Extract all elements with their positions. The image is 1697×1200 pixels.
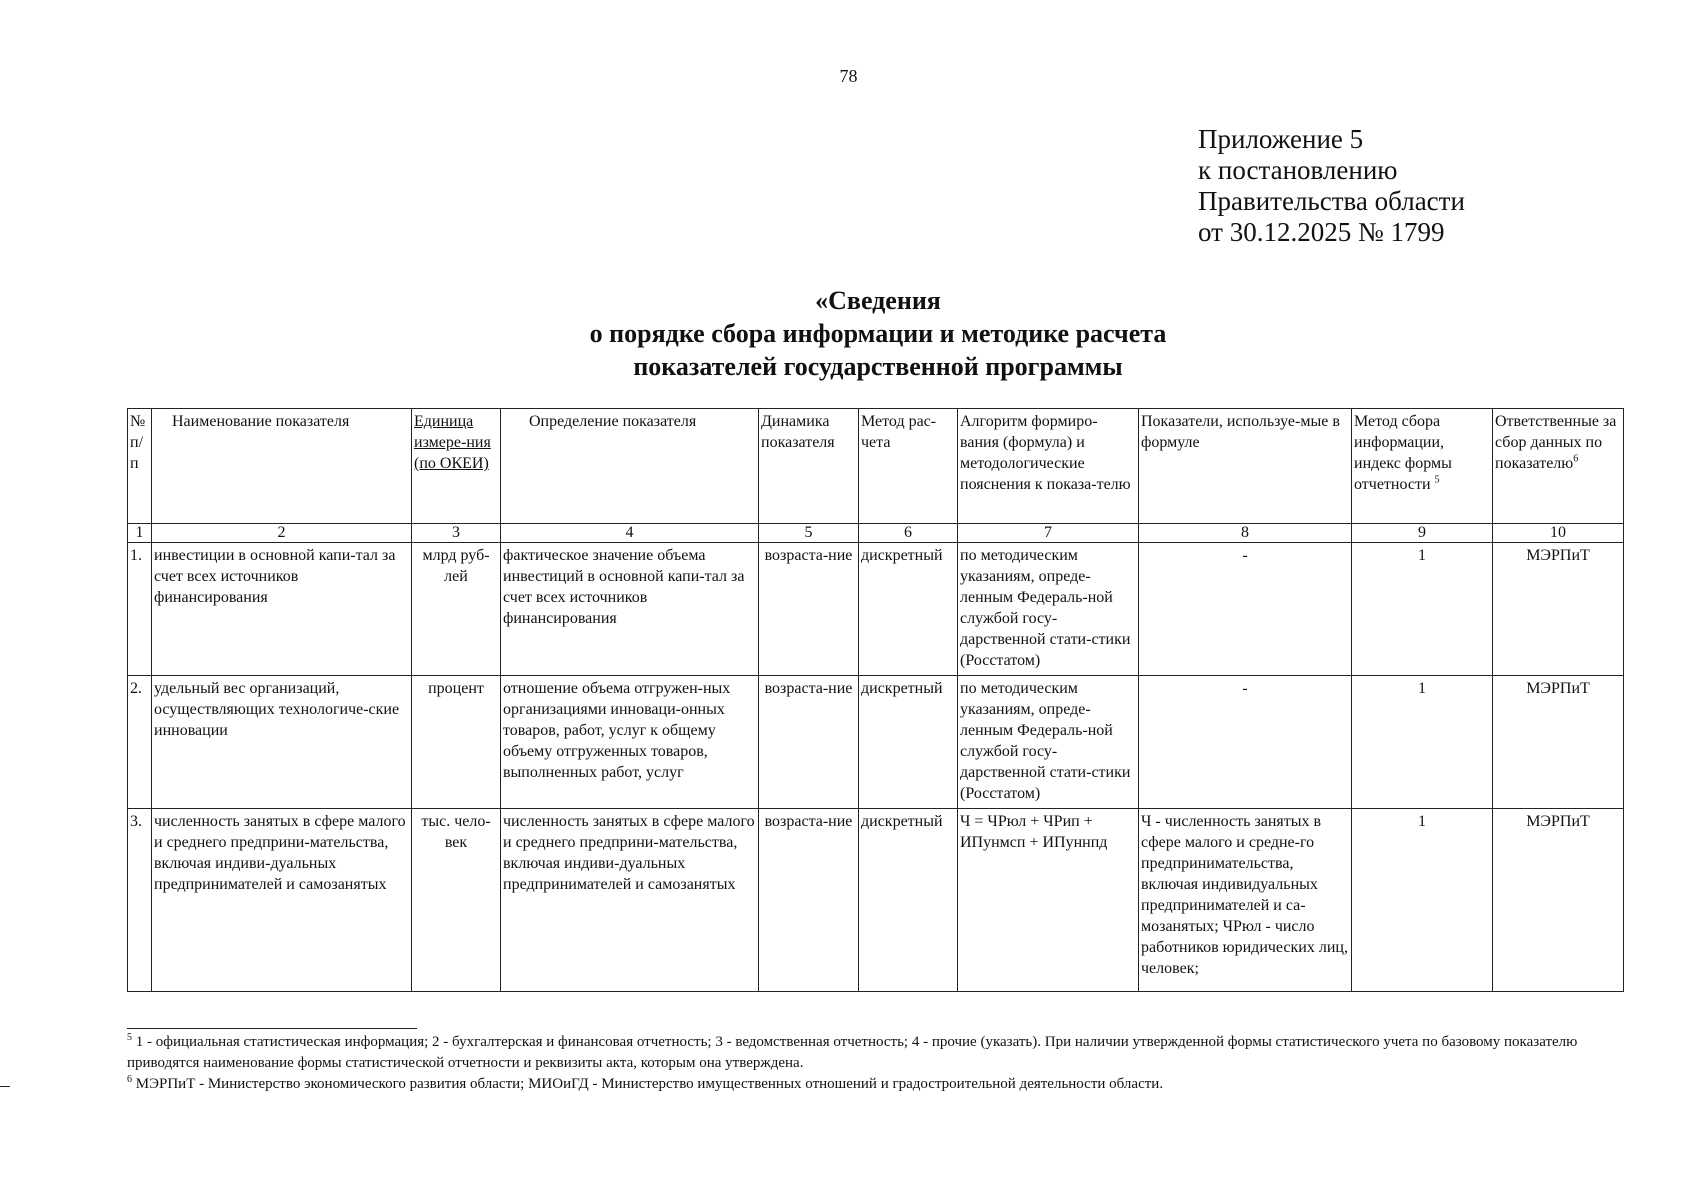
title-line-1: «Сведения bbox=[815, 286, 941, 315]
appendix-line-3: Правительства области bbox=[1198, 186, 1465, 216]
formula-indicators-cell: Ч - численность занятых в сфере малого и средне-го предпринимательства, включая индивидуальных предпринимателей и са-мозанятых; ЧРюл - число работников юридических лиц, человек; bbox=[1139, 809, 1352, 992]
formula-indicators-cell: - bbox=[1139, 676, 1352, 809]
appendix-line-2: к постановлению bbox=[1198, 155, 1398, 185]
column-number-row bbox=[128, 524, 1624, 543]
header-unit-label: Единица измере-ния (по ОКЕИ) bbox=[414, 413, 491, 472]
responsible-cell: МЭРПиТ bbox=[1493, 543, 1624, 676]
method-cell: дискретный bbox=[859, 543, 958, 676]
footnote-6 bbox=[127, 1074, 1647, 1095]
algorithm-cell: Ч = ЧРюл + ЧРип + ИПунмсп + ИПуннпд bbox=[958, 809, 1139, 992]
responsible-cell: МЭРПиТ bbox=[1493, 809, 1624, 992]
definition-cell: отношение объема отгружен-ных организациями инноваци-онных товаров, работ, услуг к общему объему отгруженных товаров, выполненных работ, услуг bbox=[501, 676, 759, 809]
unit-cell: процент bbox=[412, 676, 501, 809]
document-title bbox=[500, 284, 1256, 383]
method-cell: дискретный bbox=[859, 809, 958, 992]
unit-cell: тыс. чело-век bbox=[412, 809, 501, 992]
header-collection-label: Метод сбора информации, индекс формы отчетности bbox=[1354, 413, 1452, 493]
header-unit bbox=[412, 409, 501, 524]
dynamics-cell: возраста-ние bbox=[759, 543, 859, 676]
formula-indicators-cell: - bbox=[1139, 543, 1352, 676]
row-number: 3. bbox=[128, 809, 152, 992]
row-number: 1. bbox=[128, 543, 152, 676]
table-row bbox=[128, 543, 1624, 676]
dynamics-cell: возраста-ние bbox=[759, 676, 859, 809]
footnote-ref-5: 5 bbox=[1434, 474, 1440, 486]
margin-mark bbox=[0, 1086, 10, 1087]
unit-cell: млрд руб-лей bbox=[412, 543, 501, 676]
footnote-ref-6: 6 bbox=[1573, 453, 1579, 465]
footnote-5 bbox=[127, 1032, 1647, 1074]
column-number: 6 bbox=[859, 524, 958, 543]
page-number: 78 bbox=[839, 66, 858, 86]
table-header-row bbox=[128, 409, 1624, 524]
appendix-line-4: от 30.12.2025 № 1799 bbox=[1198, 217, 1445, 247]
collection-cell: 1 bbox=[1352, 676, 1493, 809]
header-method: Метод рас-чета bbox=[859, 409, 958, 524]
column-number: 10 bbox=[1493, 524, 1624, 543]
table-row bbox=[128, 676, 1624, 809]
appendix-header bbox=[1198, 124, 1465, 248]
header-name: Наименование показателя bbox=[152, 409, 412, 524]
indicators-table bbox=[127, 408, 1624, 992]
footnotes bbox=[127, 1032, 1647, 1095]
title-line-3: показателей государственной программы bbox=[633, 352, 1123, 381]
header-collection bbox=[1352, 409, 1493, 524]
footnote-5-mark: 5 bbox=[127, 1032, 132, 1043]
header-num: № п/п bbox=[128, 409, 152, 524]
column-number: 5 bbox=[759, 524, 859, 543]
indicator-name: инвестиции в основной капи-тал за счет всех источников финансирования bbox=[152, 543, 412, 676]
title-line-2: о порядке сбора информации и методике расчета bbox=[589, 319, 1167, 348]
indicator-name: численность занятых в сфере малого и среднего предприни-мательства, включая индиви-дуальных предпринимателей и самозанятых bbox=[152, 809, 412, 992]
column-number: 2 bbox=[152, 524, 412, 543]
algorithm-cell: по методическим указаниям, опреде-ленным Федераль-ной службой госу-дарственной стати-стики (Росстатом) bbox=[958, 676, 1139, 809]
definition-cell: численность занятых в сфере малого и среднего предприни-мательства, включая индиви-дуальных предпринимателей и самозанятых bbox=[501, 809, 759, 992]
indicator-name: удельный вес организаций, осуществляющих технологиче-ские инновации bbox=[152, 676, 412, 809]
header-dynamics: Динамика показателя bbox=[759, 409, 859, 524]
responsible-cell: МЭРПиТ bbox=[1493, 676, 1624, 809]
column-number: 7 bbox=[958, 524, 1139, 543]
header-responsible-label: Ответственные за сбор данных по показателю bbox=[1495, 413, 1617, 472]
column-number: 3 bbox=[412, 524, 501, 543]
header-algorithm: Алгоритм формиро-вания (формула) и методологические пояснения к показа-телю bbox=[958, 409, 1139, 524]
footnote-divider bbox=[127, 1028, 417, 1029]
dynamics-cell: возраста-ние bbox=[759, 809, 859, 992]
header-responsible bbox=[1493, 409, 1624, 524]
collection-cell: 1 bbox=[1352, 543, 1493, 676]
algorithm-cell: по методическим указаниям, опреде-ленным Федераль-ной службой госу-дарственной стати-стики (Росстатом) bbox=[958, 543, 1139, 676]
column-number: 9 bbox=[1352, 524, 1493, 543]
appendix-line-1: Приложение 5 bbox=[1198, 124, 1364, 154]
column-number: 8 bbox=[1139, 524, 1352, 543]
header-definition: Определение показателя bbox=[501, 409, 759, 524]
method-cell: дискретный bbox=[859, 676, 958, 809]
table-row bbox=[128, 809, 1624, 992]
definition-cell: фактическое значение объема инвестиций в основной капи-тал за счет всех источников финансирования bbox=[501, 543, 759, 676]
footnote-6-text: МЭРПиТ - Министерство экономического развития области; МИОиГД - Министерство имущественных отношений и градостроительной деятельности области. bbox=[135, 1076, 1164, 1092]
footnote-6-mark: 6 bbox=[127, 1074, 132, 1085]
collection-cell: 1 bbox=[1352, 809, 1493, 992]
row-number: 2. bbox=[128, 676, 152, 809]
header-formula-indicators: Показатели, используе-мые в формуле bbox=[1139, 409, 1352, 524]
column-number: 1 bbox=[128, 524, 152, 543]
column-number: 4 bbox=[501, 524, 759, 543]
footnote-5-text: 1 - официальная статистическая информация; 2 - бухгалтерская и финансовая отчетность; 3 - ведомственная отчетность; 4 - прочие (указать). При наличии утвержденной формы статистического учета по базовому показателю приводятся наименование формы статистической отчетности и реквизиты акта, которым она утверждена. bbox=[127, 1034, 1578, 1071]
